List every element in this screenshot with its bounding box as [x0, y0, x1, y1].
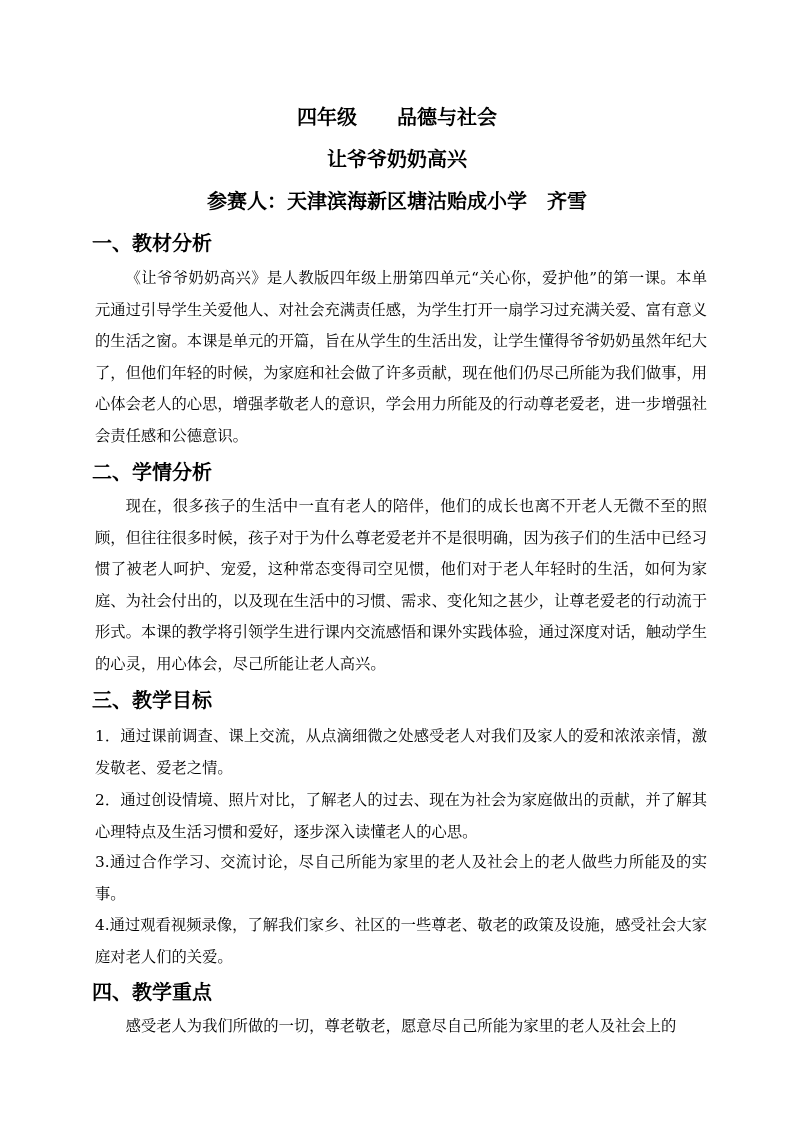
objective-item-1: 1．通过课前调查、课上交流，从点滴细微之处感受老人对我们及家人的爱和浓浓亲情，激发敬老、爱老之情。 — [95, 727, 707, 777]
section-body-learner-analysis: 现在，很多孩子的生活中一直有老人的陪伴，他们的成长也离不开老人无微不至的照顾，但往往很多时候，孩子对于为什么尊老爱老并不是很明确，因为孩子们的生活中已经习惯了被老人呵护、宠爱，这种常态变得司空见惯，他们对于老人年轻时的生活，如何为家庭、为社会付出的，以及现在生活中的习惯、需求、变化知之甚少，让尊老爱老的行动流于形式。本课的教学将引领学生进行课内交流感悟和课外实践体验，通过深度对话，触动学生的心灵，用心体会，尽己所能让老人高兴。 — [95, 497, 707, 673]
subject-label: 品德与社会 — [397, 105, 497, 129]
author-line: 参赛人：天津滨海新区塘沽贻成小学 齐雪 — [207, 189, 587, 213]
section-heading-textbook-analysis: 一、教材分析 — [92, 231, 212, 255]
objective-item-4: 4.通过观看视频录像，了解我们家乡、社区的一些尊老、敬老的政策及设施，感受社会大家庭对老人们的关爱。 — [95, 916, 707, 966]
section-heading-key-points: 四、教学重点 — [92, 980, 212, 1004]
section-body-key-points: 感受老人为我们所做的一切，尊老敬老，愿意尽自己所能为家里的老人及社会上的 — [125, 1017, 677, 1035]
section-heading-learner-analysis: 二、学情分析 — [92, 460, 212, 484]
lesson-title: 让爷爷奶奶高兴 — [327, 147, 467, 171]
objective-item-2: 2．通过创设情境、照片对比，了解老人的过去、现在为社会为家庭做出的贡献，并了解其心理特点及生活习惯和爱好，逐步深入读懂老人的心思。 — [95, 791, 707, 841]
grade-label: 四年级 — [297, 105, 357, 129]
section-heading-objectives: 三、教学目标 — [92, 688, 212, 712]
title-grade-subject — [0, 103, 794, 131]
section-body-textbook-analysis: 《让爷爷奶奶高兴》是人教版四年级上册第四单元“关心你，爱护他”的第一课。本单元通过引导学生关爱他人、对社会充满责任感，为学生打开一扇学习过充满关爱、富有意义的生活之窗。本课是单元的开篇，旨在从学生的生活出发，让学生懂得爷爷奶奶虽然年纪大了，但他们年轻的时候，为家庭和社会做了许多贡献，现在他们仍尽己所能为我们做事，用心体会老人的心思，增强孝敬老人的意识，学会用力所能及的行动尊老爱老，进一步增强社会责任感和公德意识。 — [95, 269, 707, 445]
objective-item-3: 3.通过合作学习、交流讨论，尽自己所能为家里的老人及社会上的老人做些力所能及的实事。 — [95, 853, 707, 903]
